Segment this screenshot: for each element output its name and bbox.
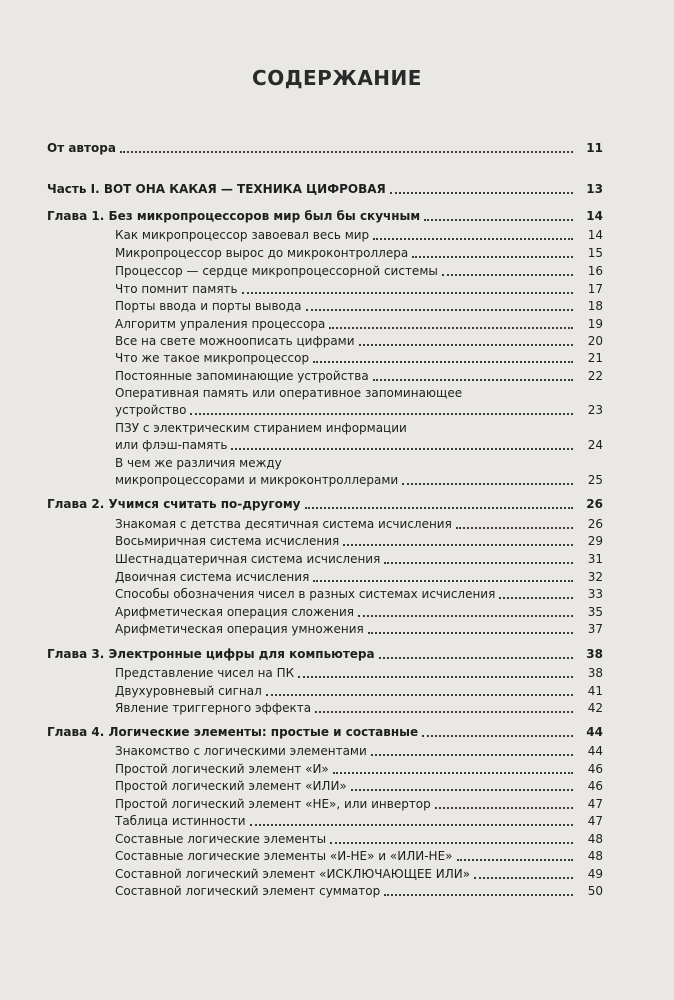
- page-number: 13: [586, 182, 603, 196]
- toc-entry: [115, 867, 603, 882]
- page-number: 20: [587, 334, 603, 348]
- toc-entry: [115, 884, 603, 899]
- dot-leader: [379, 657, 573, 659]
- entry-label: Алгоритм упраления процессора: [115, 317, 326, 331]
- page-number: 16: [587, 264, 603, 278]
- toc-entry: [115, 351, 603, 366]
- entry-label: Процессор — сердце микропроцессорной системы: [115, 264, 438, 278]
- entry-label: Таблица истинности: [115, 814, 246, 828]
- page-number: 26: [587, 517, 603, 531]
- page-number: 48: [587, 832, 603, 846]
- toc-entry: [115, 797, 603, 812]
- entry-label: Способы обозначения чисел в разных системах исчисления: [115, 587, 496, 601]
- dot-leader: [306, 309, 573, 311]
- entry-label: Простой логический элемент «И»: [115, 762, 329, 776]
- page-number: 42: [587, 701, 603, 715]
- dot-leader: [313, 580, 573, 582]
- page-number: 46: [587, 779, 603, 793]
- entry-label: Все на свете можноописать цифрами: [115, 334, 355, 348]
- toc-entry: [115, 552, 603, 567]
- dot-leader: [390, 192, 573, 194]
- entry-label: Простой логический элемент «НЕ», или инвертор: [115, 797, 431, 811]
- dot-leader: [371, 754, 573, 756]
- toc-entry: [115, 605, 603, 620]
- entry-label: устройство: [115, 403, 187, 417]
- toc-entry: [115, 473, 603, 488]
- entry-label: микропроцессорами и микроконтроллерами: [115, 473, 399, 487]
- toc-entry: [115, 779, 603, 794]
- dot-leader: [412, 256, 573, 258]
- page-number: 33: [587, 587, 603, 601]
- entry-label: От автора: [47, 141, 116, 155]
- entry-label: Глава 2. Учимся считать по-другому: [47, 497, 301, 511]
- entry-label: Двухуровневый сигнал: [115, 684, 262, 698]
- page-number: 41: [587, 684, 603, 698]
- entry-label: Шестнадцатеричная система исчисления: [115, 552, 381, 566]
- dot-leader: [499, 597, 573, 599]
- dot-leader: [384, 562, 573, 564]
- entry-label: Знакомство с логическими элементами: [115, 744, 367, 758]
- toc-entry: [115, 622, 603, 637]
- page-number: 46: [587, 762, 603, 776]
- dot-leader: [329, 327, 573, 329]
- dot-leader: [368, 632, 573, 634]
- toc-entry: [115, 849, 603, 864]
- page-number: 11: [586, 141, 603, 155]
- toc-entry-chapter-2: [47, 497, 603, 512]
- dot-leader: [242, 292, 573, 294]
- page-number: 31: [587, 552, 603, 566]
- page-number: 25: [587, 473, 603, 487]
- toc-entry: [115, 684, 603, 699]
- toc-entry: [115, 814, 603, 829]
- dot-leader: [330, 842, 573, 844]
- entry-label: Что помнит память: [115, 282, 238, 296]
- page-number: 38: [586, 647, 603, 661]
- dot-leader: [313, 361, 573, 363]
- entry-label: Глава 4. Логические элементы: простые и составные: [47, 725, 419, 739]
- entry-label-line1: ПЗУ с электрическим стиранием информации: [115, 421, 407, 435]
- dot-leader: [315, 711, 573, 713]
- toc-entry: [115, 299, 603, 314]
- page-number: 19: [587, 317, 603, 331]
- toc-entry: [115, 228, 603, 243]
- entry-label: Постоянные запоминающие устройства: [115, 369, 369, 383]
- entry-label: Порты ввода и порты вывода: [115, 299, 302, 313]
- page-number: 18: [587, 299, 603, 313]
- entry-label-line1: В чем же различия между: [115, 456, 282, 470]
- toc-entry: [115, 517, 603, 532]
- dot-leader: [250, 824, 574, 826]
- toc-entry: [115, 570, 603, 585]
- dot-leader: [424, 219, 573, 221]
- entry-label: Составные логические элементы «И-НЕ» и «ИЛИ-НЕ»: [115, 849, 453, 863]
- entry-label: Восьмиричная система исчисления: [115, 534, 340, 548]
- toc-entry: [115, 403, 603, 418]
- entry-label: Составной логический элемент сумматор: [115, 884, 381, 898]
- page-number: 50: [587, 884, 603, 898]
- page-number: 14: [586, 209, 603, 223]
- page-title: СОДЕРЖАНИЕ: [252, 66, 422, 90]
- dot-leader: [457, 859, 574, 861]
- entry-label: Арифметическая операция сложения: [115, 605, 355, 619]
- entry-label: Микропроцессор вырос до микроконтроллера: [115, 246, 409, 260]
- toc-entry: [115, 264, 603, 279]
- entry-label: Что же такое микропроцессор: [115, 351, 310, 365]
- toc-entry: [115, 438, 603, 453]
- entry-label-line1: Оперативная память или оперативное запоминающее: [115, 386, 463, 400]
- toc-entry: [115, 666, 603, 681]
- page-number: 44: [586, 725, 603, 739]
- page-number: 24: [587, 438, 603, 452]
- entry-label: Составные логические элементы: [115, 832, 327, 846]
- entry-label: Часть I. ВОТ ОНА КАКАЯ — ТЕХНИКА ЦИФРОВАЯ: [47, 182, 386, 196]
- toc-entry: [115, 282, 603, 297]
- dot-leader: [298, 676, 573, 678]
- dot-leader: [422, 735, 573, 737]
- page-number: 26: [586, 497, 603, 511]
- entry-label: Составной логический элемент «ИСКЛЮЧАЮЩЕЕ ИЛИ»: [115, 867, 471, 881]
- toc-entry: [115, 587, 603, 602]
- dot-leader: [266, 694, 573, 696]
- dot-leader: [373, 238, 573, 240]
- page-number: 47: [587, 814, 603, 828]
- entry-label: Глава 1. Без микропроцессоров мир был бы скучным: [47, 209, 421, 223]
- dot-leader: [120, 151, 573, 153]
- toc-entry: [115, 832, 603, 847]
- toc-entry: [115, 334, 603, 349]
- dot-leader: [373, 379, 573, 381]
- toc-entry: [115, 369, 603, 384]
- entry-label: или флэш-память: [115, 438, 228, 452]
- toc-entry-chapter-1: [47, 209, 603, 224]
- toc-entry: [115, 317, 603, 332]
- toc-entry: [115, 534, 603, 549]
- page-number: 47: [587, 797, 603, 811]
- toc-entry: [115, 701, 603, 716]
- page-number: 15: [587, 246, 603, 260]
- page-number: 14: [587, 228, 603, 242]
- toc-entry: [115, 762, 603, 777]
- entry-label: Двоичная система исчисления: [115, 570, 310, 584]
- dot-leader: [359, 344, 573, 346]
- entry-label: Арифметическая операция умножения: [115, 622, 364, 636]
- entry-label: Глава 3. Электронные цифры для компьютера: [47, 647, 375, 661]
- dot-leader: [190, 413, 573, 415]
- dot-leader: [343, 544, 573, 546]
- page-number: 21: [587, 351, 603, 365]
- page-number: 35: [587, 605, 603, 619]
- dot-leader: [384, 894, 573, 896]
- dot-leader: [402, 483, 573, 485]
- page-number: 37: [587, 622, 603, 636]
- dot-leader: [442, 274, 573, 276]
- toc-entry-chapter-3: [47, 647, 603, 662]
- page-number: 38: [587, 666, 603, 680]
- toc-entry: [115, 744, 603, 759]
- dot-leader: [456, 527, 573, 529]
- toc-entry-part-1: [47, 182, 603, 197]
- page-number: 29: [587, 534, 603, 548]
- dot-leader: [333, 772, 573, 774]
- toc-entry-from-author: [47, 141, 603, 156]
- entry-label: Как микропроцессор завоевал весь мир: [115, 228, 370, 242]
- dot-leader: [435, 807, 573, 809]
- entry-label: Знакомая с детства десятичная система исчисления: [115, 517, 452, 531]
- page-number: 44: [587, 744, 603, 758]
- toc-entry-chapter-4: [47, 725, 603, 740]
- toc-entry: [115, 246, 603, 261]
- page-number: 22: [587, 369, 603, 383]
- page-number: 17: [587, 282, 603, 296]
- entry-label: Явление триггерного эффекта: [115, 701, 312, 715]
- dot-leader: [231, 448, 573, 450]
- dot-leader: [351, 789, 573, 791]
- entry-label: Простой логический элемент «ИЛИ»: [115, 779, 347, 793]
- dot-leader: [474, 877, 573, 879]
- dot-leader: [358, 615, 573, 617]
- dot-leader: [305, 507, 574, 509]
- entry-label: Представление чисел на ПК: [115, 666, 295, 680]
- page-number: 48: [587, 849, 603, 863]
- page-number: 23: [587, 403, 603, 417]
- page-number: 49: [587, 867, 603, 881]
- page-number: 32: [587, 570, 603, 584]
